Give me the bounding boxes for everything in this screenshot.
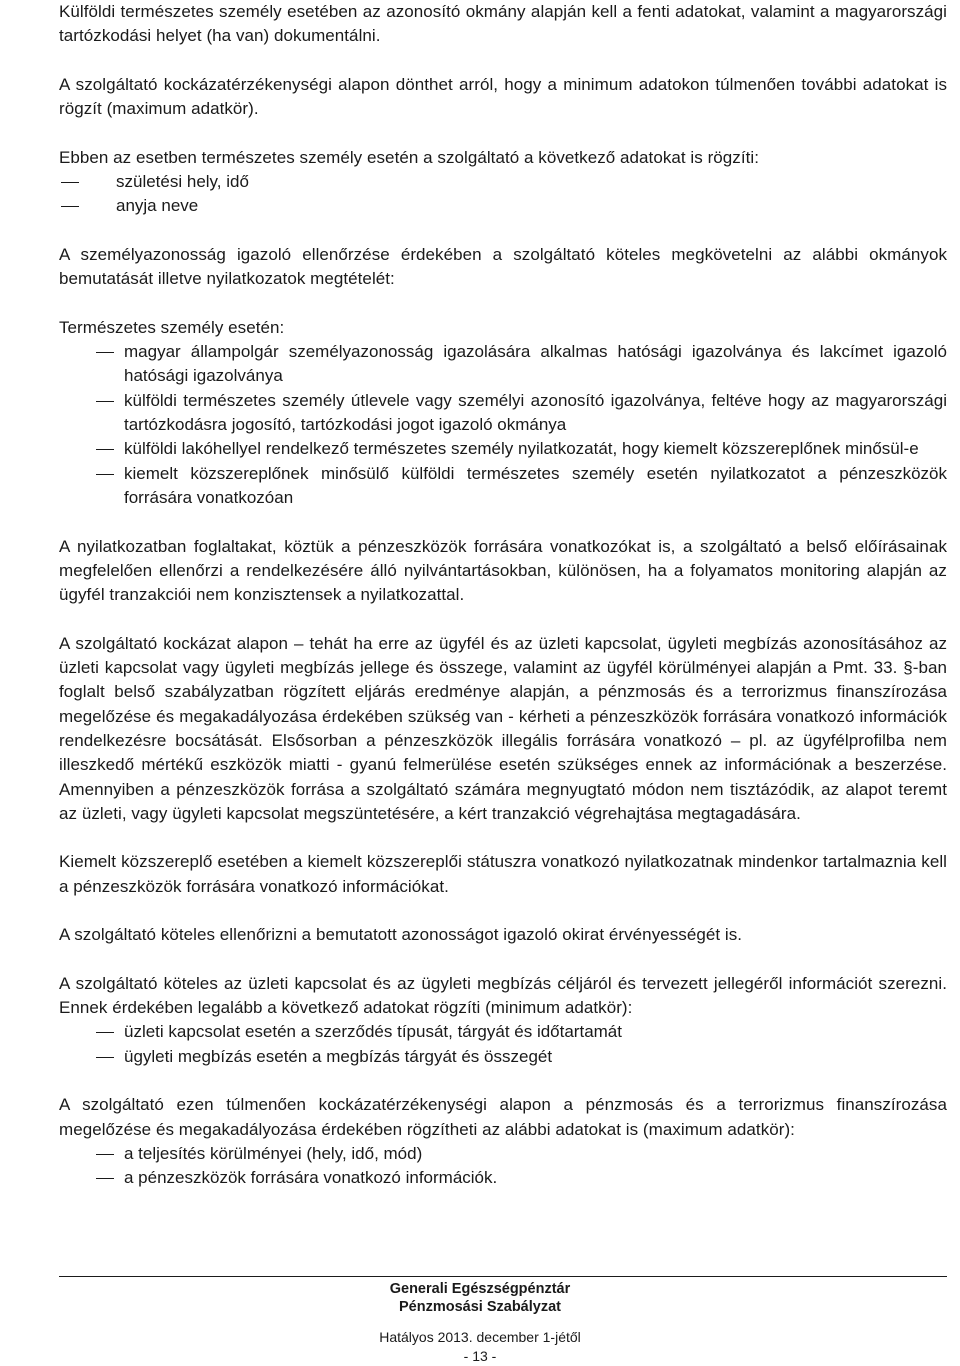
list-item: magyar állampolgár személyazonosság igazolására alkalmas hatósági igazolványa és lakcímet igazoló hatósági igazolványa bbox=[59, 340, 947, 389]
list-item: külföldi lakóhellyel rendelkező természetes személy nyilatkozatát, hogy kiemelt közszereplőnek minősül-e bbox=[59, 437, 947, 461]
minimum-data-list bbox=[59, 1020, 947, 1069]
footer-document-title: Pénzmosási Szabályzat bbox=[399, 1299, 561, 1315]
paragraph: A szolgáltató köteles ellenőrizni a bemutatott azonosságot igazoló okirat érvényességét is. bbox=[59, 925, 743, 945]
list-item: a teljesítés körülményei (hely, idő, mód) bbox=[59, 1142, 947, 1166]
paragraph: A szolgáltató kockázat alapon – tehát ha erre az ügyfél és az üzleti kapcsolat, ügyleti megbízás azonosításához az üzleti kapcsolat vagy ügyleti megbízás jellege és összege, valamint az ügyfél körülményei alapján a Pmt. 33. §-ban foglalt belső szabályzatban rögzített eljárás eredménye alapján, a pénzmosás és a terrorizmus finanszírozása megelőzése és megakadályozása érdekében szükség van - kérheti a pénzeszközök forrására vonatkozó információk rendelkezésre bocsátását. Elsősorban a pénzeszközök illegális forrására vonatkozó – pl. az ügyfélprofilba nem illeszkedő mértékű eszközök miatti - gyanú felmerülése esetén szükséges ennek az információnak a beszerzése. Amennyiben a pénzeszközök forrása a szolgáltató számára megnyugtató módon nem tisztázódik, az alapot teremt az üzleti, vagy ügyleti kapcsolat megszüntetésére, a kért tranzakció végrehajtása megtagadására. bbox=[59, 633, 947, 823]
paragraph: A szolgáltató kockázatérzékenységi alapon dönthet arról, hogy a minimum adatokon túlmenően további adatokat is rögzít (maximum adatkör). bbox=[59, 74, 947, 119]
list-item: születési hely, idő bbox=[59, 170, 947, 194]
paragraph: Ebben az esetben természetes személy esetén a szolgáltató a következő adatokat is rögzíti: bbox=[59, 147, 759, 167]
list-item: külföldi természetes személy útlevele vagy személyi azonosító igazolványa, feltéve hogy az magyarországi tartózkodásra jogosító, tartózkodási jogot igazoló okmánya bbox=[59, 389, 947, 438]
paragraph: Természetes személy esetén: bbox=[59, 317, 285, 337]
extra-data-list bbox=[59, 170, 947, 219]
paragraph: A személyazonosság igazoló ellenőrzése érdekében a szolgáltató köteles megkövetelni az alábbi okmányok bemutatását illetve nyilatkozatok megtételét: bbox=[59, 244, 947, 289]
page-number: - 13 - bbox=[463, 1348, 497, 1364]
documents-list bbox=[59, 340, 947, 510]
paragraph: A nyilatkozatban foglaltakat, köztük a pénzeszközök forrására vonatkozókat is, a szolgáltató a belső előírásainak megfelelően ellenőrzi a rendelkezésére álló nyilvántartásokban, különösen, ha a folyamatos monitoring alapján az ügyfél tranzakciói nem konzisztensek a nyilatkozattal. bbox=[59, 536, 947, 605]
footer-divider bbox=[59, 1276, 947, 1277]
paragraph: A szolgáltató ezen túlmenően kockázatérzékenységi alapon a pénzmosás és a terrorizmus finanszírozása megelőzése és megakadályozása érdekében rögzítheti az alábbi adatokat is (maximum adatkör): bbox=[59, 1095, 947, 1139]
list-item: anyja neve bbox=[59, 194, 947, 218]
paragraph: A szolgáltató köteles az üzleti kapcsolat és az ügyleti megbízás céljáról és tervezett jellegéről információt szerezni. Ennek érdekében legalább a következő adatokat rögzíti (minimum adatkör): bbox=[59, 973, 947, 1018]
paragraph: Kiemelt közszereplő esetében a kiemelt közszereplői státuszra vonatkozó nyilatkozatnak mindenkor tartalmaznia kell a pénzeszközök forrására vonatkozó információkat. bbox=[59, 852, 947, 896]
list-item: a pénzeszközök forrására vonatkozó információk. bbox=[59, 1166, 947, 1190]
list-item: kiemelt közszereplőnek minősülő külföldi természetes személy esetén nyilatkozatot a pénzeszközök forrására vonatkozóan bbox=[59, 462, 947, 511]
list-item: üzleti kapcsolat esetén a szerződés típusát, tárgyát és időtartamát bbox=[59, 1020, 947, 1044]
maximum-data-list bbox=[59, 1142, 947, 1191]
footer-organization: Generali Egészségpénztár bbox=[389, 1281, 571, 1297]
paragraph: Külföldi természetes személy esetében az azonosító okmány alapján kell a fenti adatokat, valamint a magyarországi tartózkodási helyet (ha van) dokumentálni. bbox=[59, 2, 947, 46]
footer-effective-date: Hatályos 2013. december 1-jétől bbox=[379, 1329, 581, 1345]
document-body bbox=[59, 0, 947, 1191]
list-item: ügyleti megbízás esetén a megbízás tárgyát és összegét bbox=[59, 1045, 947, 1069]
